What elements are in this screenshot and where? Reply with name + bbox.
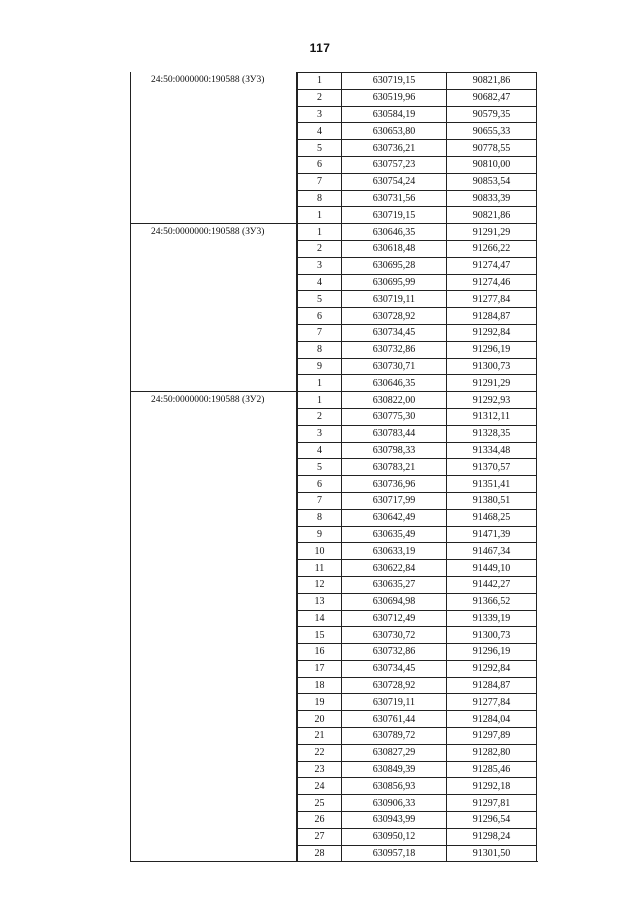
point-number-cell: 25 xyxy=(297,794,342,811)
point-number-cell: 4 xyxy=(297,122,342,139)
table-row xyxy=(297,72,537,89)
x-coordinate-cell: 630728,92 xyxy=(342,307,447,324)
point-number-cell: 5 xyxy=(297,458,342,475)
y-coordinate-cell: 90579,35 xyxy=(447,106,537,123)
point-number-cell: 1 xyxy=(297,391,342,408)
x-coordinate-cell: 630761,44 xyxy=(342,710,447,727)
table-row xyxy=(297,240,537,257)
y-coordinate-cell: 91296,19 xyxy=(447,643,537,660)
table-row xyxy=(297,794,537,811)
point-number-cell: 8 xyxy=(297,509,342,526)
x-coordinate-cell: 630736,21 xyxy=(342,139,447,156)
point-number-cell: 17 xyxy=(297,660,342,677)
table-row xyxy=(297,206,537,223)
y-coordinate-cell: 91274,47 xyxy=(447,257,537,274)
y-coordinate-cell: 91468,25 xyxy=(447,509,537,526)
x-coordinate-cell: 630789,72 xyxy=(342,727,447,744)
x-coordinate-cell: 630736,96 xyxy=(342,475,447,492)
x-coordinate-cell: 630646,35 xyxy=(342,223,447,240)
point-number-cell: 3 xyxy=(297,257,342,274)
table-row xyxy=(297,677,537,694)
x-coordinate-cell: 630957,18 xyxy=(342,845,447,862)
y-coordinate-cell: 91449,10 xyxy=(447,559,537,576)
table-row xyxy=(297,324,537,341)
point-number-cell: 1 xyxy=(297,374,342,391)
x-coordinate-cell: 630584,19 xyxy=(342,106,447,123)
x-coordinate-cell: 630717,99 xyxy=(342,492,447,509)
point-number-cell: 11 xyxy=(297,559,342,576)
table-row xyxy=(297,710,537,727)
x-coordinate-cell: 630731,56 xyxy=(342,190,447,207)
x-coordinate-cell: 630635,49 xyxy=(342,526,447,543)
x-coordinate-cell: 630754,24 xyxy=(342,173,447,190)
x-coordinate-cell: 630950,12 xyxy=(342,828,447,845)
point-number-cell: 23 xyxy=(297,761,342,778)
y-coordinate-cell: 91291,29 xyxy=(447,374,537,391)
table-row xyxy=(297,777,537,794)
table-row xyxy=(297,307,537,324)
x-coordinate-cell: 630849,39 xyxy=(342,761,447,778)
table-row xyxy=(297,442,537,459)
x-coordinate-cell: 630642,49 xyxy=(342,509,447,526)
point-number-cell: 28 xyxy=(297,845,342,862)
table-row xyxy=(297,693,537,710)
y-coordinate-cell: 91301,50 xyxy=(447,845,537,862)
point-number-cell: 5 xyxy=(297,139,342,156)
y-coordinate-cell: 90655,33 xyxy=(447,122,537,139)
y-coordinate-cell: 91471,39 xyxy=(447,526,537,543)
y-coordinate-cell: 91339,19 xyxy=(447,610,537,627)
table-row xyxy=(297,727,537,744)
x-coordinate-cell: 630695,28 xyxy=(342,257,447,274)
page-number: 117 xyxy=(309,41,331,55)
table-row xyxy=(297,643,537,660)
point-number-cell: 22 xyxy=(297,744,342,761)
x-coordinate-cell: 630822,00 xyxy=(342,391,447,408)
y-coordinate-cell: 90821,86 xyxy=(447,206,537,223)
table-row xyxy=(297,458,537,475)
x-coordinate-cell: 630783,44 xyxy=(342,425,447,442)
table-row xyxy=(297,559,537,576)
x-coordinate-cell: 630695,99 xyxy=(342,274,447,291)
table-row xyxy=(297,761,537,778)
x-coordinate-cell: 630943,99 xyxy=(342,811,447,828)
x-coordinate-cell: 630719,15 xyxy=(342,72,447,89)
table-row xyxy=(297,425,537,442)
table-row xyxy=(297,122,537,139)
point-number-cell: 7 xyxy=(297,324,342,341)
point-number-cell: 19 xyxy=(297,693,342,710)
table-row xyxy=(297,845,537,862)
point-number-cell: 4 xyxy=(297,442,342,459)
y-coordinate-cell: 91292,84 xyxy=(447,660,537,677)
parcel-coordinate-rows xyxy=(297,391,537,861)
y-coordinate-cell: 91298,24 xyxy=(447,828,537,845)
x-coordinate-cell: 630633,19 xyxy=(342,542,447,559)
x-coordinate-cell: 630732,86 xyxy=(342,643,447,660)
x-coordinate-cell: 630730,71 xyxy=(342,358,447,375)
y-coordinate-cell: 91292,84 xyxy=(447,324,537,341)
table-row xyxy=(297,542,537,559)
point-number-cell: 21 xyxy=(297,727,342,744)
table-row xyxy=(297,257,537,274)
table-row xyxy=(297,391,537,408)
point-number-cell: 9 xyxy=(297,358,342,375)
y-coordinate-cell: 91380,51 xyxy=(447,492,537,509)
x-coordinate-cell: 630712,49 xyxy=(342,610,447,627)
parcel-cadastral-label: 24:50:0000000:190588 (ЗУ2) xyxy=(130,391,297,861)
x-coordinate-cell: 630783,21 xyxy=(342,458,447,475)
y-coordinate-cell: 90810,00 xyxy=(447,156,537,173)
y-coordinate-cell: 91351,41 xyxy=(447,475,537,492)
y-coordinate-cell: 91285,46 xyxy=(447,761,537,778)
point-number-cell: 1 xyxy=(297,72,342,89)
y-coordinate-cell: 91366,52 xyxy=(447,593,537,610)
table-row xyxy=(297,576,537,593)
point-number-cell: 27 xyxy=(297,828,342,845)
table-row xyxy=(297,173,537,190)
table-row xyxy=(297,408,537,425)
point-number-cell: 16 xyxy=(297,643,342,660)
y-coordinate-cell: 91296,54 xyxy=(447,811,537,828)
point-number-cell: 8 xyxy=(297,341,342,358)
point-number-cell: 7 xyxy=(297,173,342,190)
table-row xyxy=(297,593,537,610)
point-number-cell: 15 xyxy=(297,626,342,643)
parcel-coordinate-rows xyxy=(297,223,537,391)
y-coordinate-cell: 91292,18 xyxy=(447,777,537,794)
point-number-cell: 13 xyxy=(297,593,342,610)
y-coordinate-cell: 91277,84 xyxy=(447,290,537,307)
table-row xyxy=(297,811,537,828)
point-number-cell: 2 xyxy=(297,240,342,257)
parcel-coordinate-rows xyxy=(297,72,537,223)
table-row xyxy=(297,139,537,156)
y-coordinate-cell: 91300,73 xyxy=(447,358,537,375)
table-row xyxy=(297,828,537,845)
y-coordinate-cell: 91297,81 xyxy=(447,794,537,811)
table-row xyxy=(297,274,537,291)
y-coordinate-cell: 91312,11 xyxy=(447,408,537,425)
x-coordinate-cell: 630732,86 xyxy=(342,341,447,358)
point-number-cell: 2 xyxy=(297,408,342,425)
point-number-cell: 3 xyxy=(297,425,342,442)
x-coordinate-cell: 630734,45 xyxy=(342,660,447,677)
y-coordinate-cell: 91370,57 xyxy=(447,458,537,475)
x-coordinate-cell: 630646,35 xyxy=(342,374,447,391)
point-number-cell: 10 xyxy=(297,542,342,559)
table-row xyxy=(297,106,537,123)
point-number-cell: 1 xyxy=(297,223,342,240)
x-coordinate-cell: 630719,15 xyxy=(342,206,447,223)
x-coordinate-cell: 630757,23 xyxy=(342,156,447,173)
y-coordinate-cell: 91284,87 xyxy=(447,307,537,324)
y-coordinate-cell: 91274,46 xyxy=(447,274,537,291)
x-coordinate-cell: 630622,84 xyxy=(342,559,447,576)
x-coordinate-cell: 630798,33 xyxy=(342,442,447,459)
y-coordinate-cell: 91467,34 xyxy=(447,542,537,559)
table-row xyxy=(297,660,537,677)
x-coordinate-cell: 630719,11 xyxy=(342,693,447,710)
x-coordinate-cell: 630635,27 xyxy=(342,576,447,593)
x-coordinate-cell: 630730,72 xyxy=(342,626,447,643)
table-row xyxy=(297,626,537,643)
point-number-cell: 6 xyxy=(297,307,342,324)
point-number-cell: 24 xyxy=(297,777,342,794)
x-coordinate-cell: 630694,98 xyxy=(342,593,447,610)
x-coordinate-cell: 630618,48 xyxy=(342,240,447,257)
point-number-cell: 7 xyxy=(297,492,342,509)
y-coordinate-cell: 90853,54 xyxy=(447,173,537,190)
table-row xyxy=(297,374,537,391)
y-coordinate-cell: 91328,35 xyxy=(447,425,537,442)
coordinates-table xyxy=(130,72,538,862)
table-row xyxy=(297,290,537,307)
x-coordinate-cell: 630728,92 xyxy=(342,677,447,694)
y-coordinate-cell: 91291,29 xyxy=(447,223,537,240)
y-coordinate-cell: 90778,55 xyxy=(447,139,537,156)
table-row xyxy=(297,509,537,526)
point-number-cell: 12 xyxy=(297,576,342,593)
x-coordinate-cell: 630775,30 xyxy=(342,408,447,425)
y-coordinate-cell: 91292,93 xyxy=(447,391,537,408)
parcel-block xyxy=(130,72,538,223)
y-coordinate-cell: 91300,73 xyxy=(447,626,537,643)
point-number-cell: 18 xyxy=(297,677,342,694)
y-coordinate-cell: 91277,84 xyxy=(447,693,537,710)
y-coordinate-cell: 91282,80 xyxy=(447,744,537,761)
table-row xyxy=(297,358,537,375)
parcel-cadastral-label: 24:50:0000000:190588 (ЗУ3) xyxy=(130,72,297,223)
table-row xyxy=(297,89,537,106)
point-number-cell: 20 xyxy=(297,710,342,727)
table-row xyxy=(297,341,537,358)
table-row xyxy=(297,526,537,543)
y-coordinate-cell: 91297,89 xyxy=(447,727,537,744)
parcel-block xyxy=(130,223,538,391)
table-row xyxy=(297,223,537,240)
point-number-cell: 9 xyxy=(297,526,342,543)
table-bottom-border xyxy=(130,861,538,862)
y-coordinate-cell: 91334,48 xyxy=(447,442,537,459)
y-coordinate-cell: 90821,86 xyxy=(447,72,537,89)
table-row xyxy=(297,190,537,207)
parcel-cadastral-label: 24:50:0000000:190588 (ЗУ3) xyxy=(130,223,297,391)
y-coordinate-cell: 90833,39 xyxy=(447,190,537,207)
point-number-cell: 3 xyxy=(297,106,342,123)
y-coordinate-cell: 90682,47 xyxy=(447,89,537,106)
x-coordinate-cell: 630856,93 xyxy=(342,777,447,794)
x-coordinate-cell: 630906,33 xyxy=(342,794,447,811)
point-number-cell: 5 xyxy=(297,290,342,307)
table-row xyxy=(297,492,537,509)
point-number-cell: 1 xyxy=(297,206,342,223)
x-coordinate-cell: 630519,96 xyxy=(342,89,447,106)
table-row xyxy=(297,156,537,173)
table-row xyxy=(297,475,537,492)
point-number-cell: 6 xyxy=(297,475,342,492)
y-coordinate-cell: 91296,19 xyxy=(447,341,537,358)
x-coordinate-cell: 630719,11 xyxy=(342,290,447,307)
x-coordinate-cell: 630734,45 xyxy=(342,324,447,341)
y-coordinate-cell: 91442,27 xyxy=(447,576,537,593)
x-coordinate-cell: 630653,80 xyxy=(342,122,447,139)
table-row xyxy=(297,744,537,761)
point-number-cell: 6 xyxy=(297,156,342,173)
table-row xyxy=(297,610,537,627)
point-number-cell: 2 xyxy=(297,89,342,106)
y-coordinate-cell: 91266,22 xyxy=(447,240,537,257)
y-coordinate-cell: 91284,04 xyxy=(447,710,537,727)
y-coordinate-cell: 91284,87 xyxy=(447,677,537,694)
point-number-cell: 14 xyxy=(297,610,342,627)
x-coordinate-cell: 630827,29 xyxy=(342,744,447,761)
point-number-cell: 4 xyxy=(297,274,342,291)
point-number-cell: 8 xyxy=(297,190,342,207)
parcel-block xyxy=(130,391,538,861)
point-number-cell: 26 xyxy=(297,811,342,828)
